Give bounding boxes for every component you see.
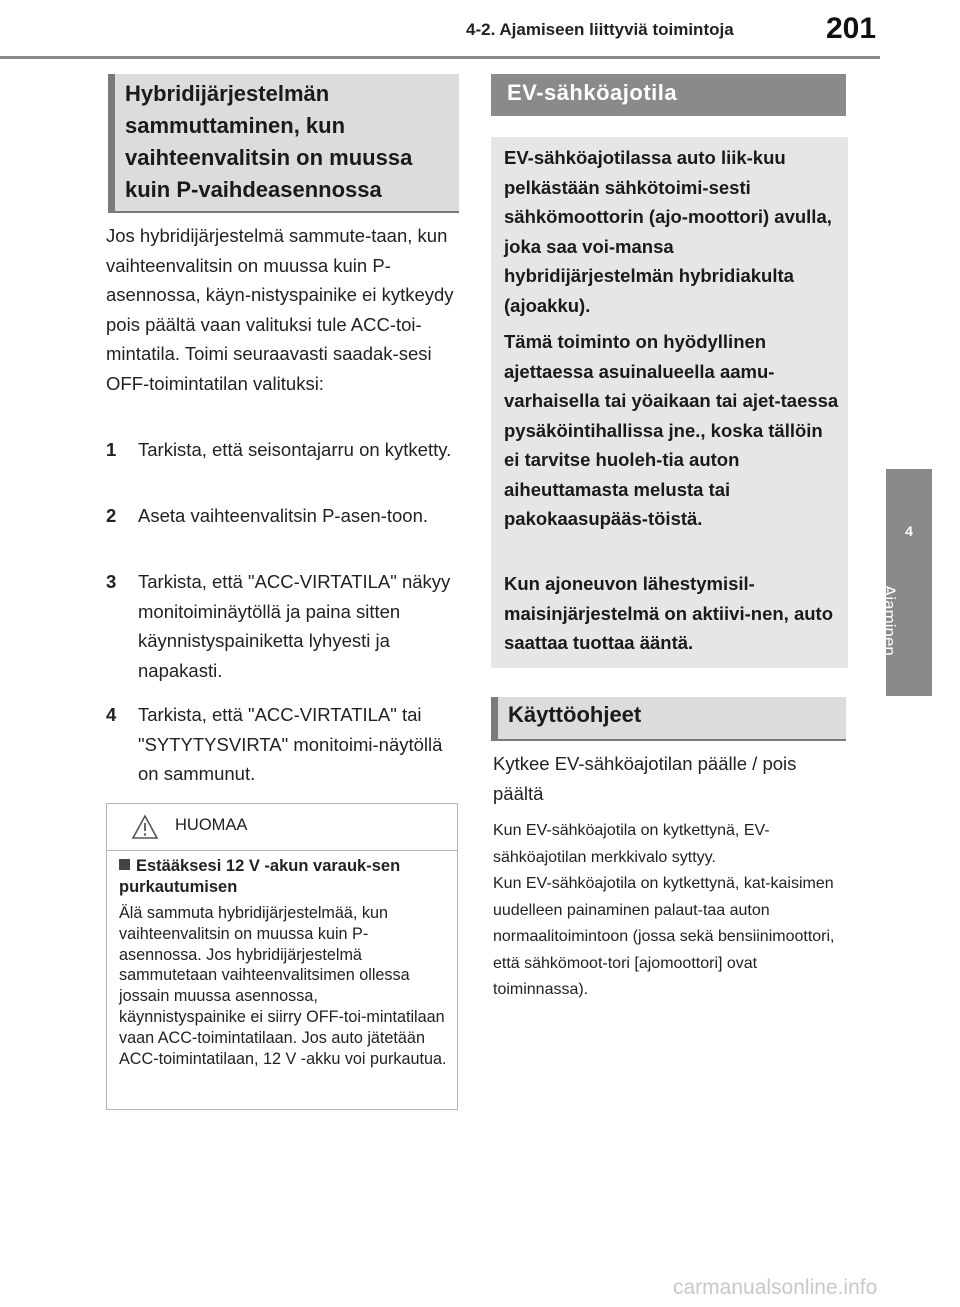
- section-heading-ev: [491, 74, 846, 116]
- notice-subtitle-text: Estääksesi 12 V -akun varauk-sen purkautumisen: [119, 857, 401, 896]
- watermark: carmanualsonline.info: [673, 1276, 878, 1299]
- chapter-tab: [886, 469, 932, 696]
- step-text: Tarkista, että "ACC-VIRTATILA" tai "SYTYTYSVIRTA" monitoimi-näytöllä on sammunut.: [138, 704, 443, 784]
- step-number: 1: [106, 439, 117, 460]
- ev-paragraph: Tämä toiminto on hyödyllinen ajettaessa asuinalueella aamu-varhaisella tai yöaikaan tai ajet-taessa pysäköintihallissa jne., koska tällöin ei tarvitse huoleh-tia auton aiheuttamasta melusta tai pakokaasupääs-töistä.: [504, 331, 839, 529]
- page-number: 201: [826, 12, 877, 45]
- notice-subtitle: [119, 856, 449, 898]
- ev-paragraph: Kun ajoneuvon lähestymisil-maisinjärjestelmä on aktiivi-nen, auto saattaa tuottaa ääntä.: [504, 573, 833, 653]
- bullet-square-icon: [119, 859, 130, 870]
- notice-box: [106, 803, 458, 1110]
- intro-paragraph: Jos hybridijärjestelmä sammute-taan, kun vaihteenvalitsin on muussa kuin P-asennossa, käyn-nistyspainike ei kytkeydy pois päältä vaan valituksi tule ACC-toi-mintatila. Toimi seuraavasti saadak-sesi OFF-toimintatilan valituksi:: [106, 225, 454, 394]
- section-title: 4-2. Ajamiseen liittyviä toimintoja: [466, 20, 734, 39]
- notice-header: [107, 804, 457, 851]
- step-number: 2: [106, 505, 117, 526]
- step-number: 3: [106, 571, 117, 592]
- section-heading-text: EV-sähköajotila: [507, 80, 678, 105]
- section-heading-text: Hybridijärjestelmän sammuttaminen, kun vaihteenvalitsin on muussa kuin P-vaihdeasennossa: [125, 81, 413, 202]
- step-text: Tarkista, että seisontajarru on kytketty.: [138, 439, 452, 460]
- section-heading-shutdown: [108, 74, 459, 213]
- ev-paragraph: EV-sähköajotilassa auto liik-kuu pelkästään sähkötoimi-sesti sähkömoottorin (ajo-moottori) avulla, joka saa voi-mansa hybridijärjestelmän hybridiakulta (ajoakku).: [504, 147, 832, 316]
- ev-info-box: [491, 137, 848, 668]
- step-text: Tarkista, että "ACC-VIRTATILA" näkyy monitoiminäytöllä ja paina sitten käynnistyspainiketta lyhyesti ja napakasti.: [138, 571, 451, 681]
- header-rule: [0, 56, 880, 59]
- section-heading-instructions: [491, 697, 846, 741]
- warning-icon: [131, 814, 159, 840]
- notice-text: Älä sammuta hybridijärjestelmää, kun vaihteenvalitsin on muussa kuin P-asennossa. Jos hybridijärjestelmä sammutetaan vaihteenvalitsimen ollessa jossain muussa asennossa, käynnistyspainike ei siirry OFF-toi-mintatilaan vaan ACC-toimintatilaan. Jos auto jätetään ACC-toimintatilaan, 12 V -akku voi purkautua.: [119, 904, 447, 1068]
- instruction-text: Kytkee EV-sähköajotilan päälle / pois päältä: [493, 753, 797, 804]
- section-heading-text: Käyttöohjeet: [508, 702, 642, 727]
- chapter-label: Ajaminen: [880, 585, 899, 656]
- note-paragraph: Kun EV-sähköajotila on kytkettynä, kat-kaisimen uudelleen painaminen palaut-taa auton normaalitoimintoon (jossa sekä bensiinimoottori, että sähkömoot-tori [ajomoottori] ovat toiminnassa).: [493, 875, 835, 998]
- step-number: 4: [106, 704, 117, 725]
- step-text: Aseta vaihteenvalitsin P-asen-toon.: [138, 505, 429, 526]
- chapter-number: 4: [905, 523, 913, 539]
- notice-title: HUOMAA: [175, 816, 248, 834]
- note-paragraph: Kun EV-sähköajotila on kytkettynä, EV-sähköajotilan merkkivalo syttyy.: [493, 822, 770, 866]
